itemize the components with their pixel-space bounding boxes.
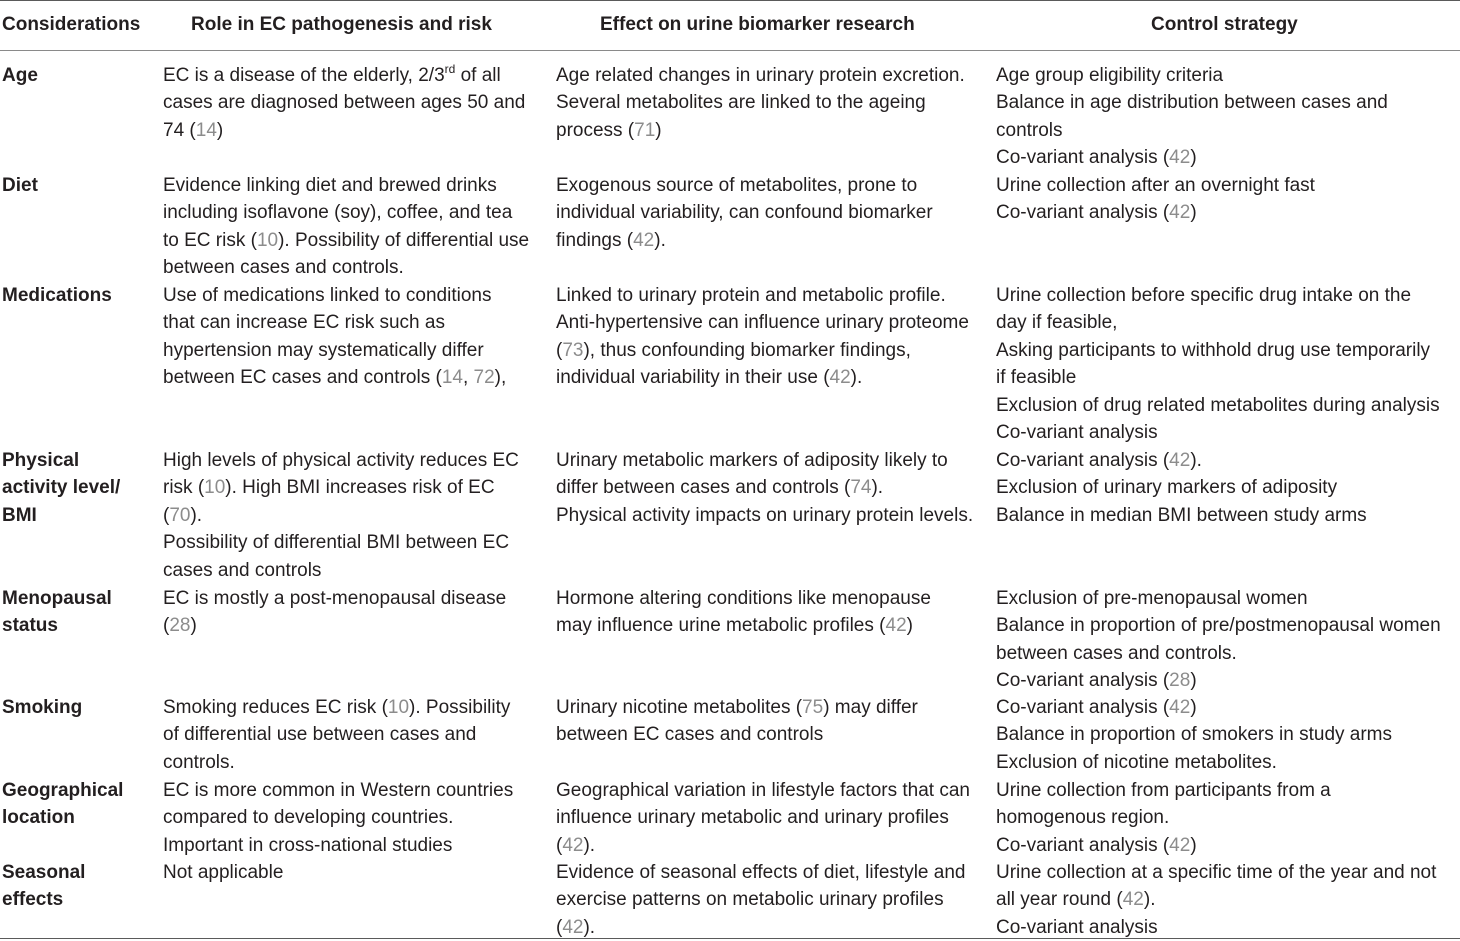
- cell-line: [556, 914, 965, 941]
- role-cell: [163, 447, 519, 584]
- reference-link[interactable]: 72: [473, 367, 495, 389]
- reference-link[interactable]: 28: [1169, 670, 1191, 692]
- text-run: Important in cross-national studies: [163, 834, 453, 856]
- text-run: between cases and controls.: [996, 642, 1237, 664]
- control-cell: [996, 859, 1436, 941]
- reference-link[interactable]: 74: [850, 477, 872, 499]
- consideration-label: [2, 585, 112, 640]
- text-run: ): [906, 615, 913, 637]
- text-run: ). Possibility of differential use: [278, 229, 530, 251]
- cell-line: [556, 777, 970, 804]
- text-run: ).: [850, 367, 863, 389]
- cell-line: [163, 749, 510, 776]
- cell-line: [556, 694, 918, 721]
- text-run: individual variability, can confound biomarker: [556, 202, 933, 224]
- reference-link[interactable]: 42: [1169, 834, 1191, 856]
- cell-line: [556, 474, 973, 501]
- text-run: if feasible: [996, 367, 1077, 389]
- text-run: Urinary nicotine metabolites (: [556, 697, 803, 718]
- control-cell: [996, 585, 1441, 695]
- control-cell: [996, 694, 1392, 776]
- role-cell: [163, 777, 513, 859]
- text-run: ).: [190, 504, 203, 526]
- cell-line: [556, 612, 931, 639]
- text-run: Urine collection from participants from a: [996, 780, 1331, 801]
- cell-line: [163, 172, 529, 199]
- cell-line: [556, 172, 933, 199]
- text-run: Exclusion of pre-menopausal women: [996, 588, 1308, 609]
- cell-line: [996, 886, 1436, 913]
- text-run: Exogenous source of metabolites, prone to: [556, 175, 918, 196]
- text-run: Balance in median BMI between study arms: [996, 504, 1367, 526]
- cell-line: [556, 832, 970, 859]
- role-cell: [163, 859, 283, 886]
- cell-line: Smoking: [2, 697, 83, 718]
- cell-line: Age: [2, 65, 38, 86]
- cell-line: [556, 282, 969, 309]
- text-run: ): [1190, 834, 1197, 856]
- cell-line: [556, 199, 933, 226]
- cell-line: [556, 804, 970, 831]
- text-run: Hormone altering conditions like menopause: [556, 588, 931, 609]
- text-run: Urine collection at a specific time of the year and not: [996, 862, 1437, 883]
- table-top-rule: [0, 0, 1460, 1]
- cell-line: [996, 282, 1440, 309]
- reference-link[interactable]: 14: [441, 367, 463, 389]
- cell-line: [163, 694, 510, 721]
- text-run: ). Possibility: [409, 697, 511, 718]
- text-run: ).: [871, 477, 884, 499]
- cell-line: [163, 585, 506, 612]
- text-run: High levels of physical activity reduces EC: [163, 450, 519, 471]
- role-cell: [163, 694, 510, 776]
- cell-line: [163, 474, 519, 501]
- consideration-label: [2, 777, 123, 832]
- control-cell: [996, 62, 1388, 172]
- cell-line: [556, 364, 969, 391]
- cell-line: [163, 529, 519, 556]
- cell-line: [556, 62, 965, 89]
- cell-line: [556, 337, 969, 364]
- cell-line: [996, 612, 1441, 639]
- text-run: ): [655, 119, 662, 141]
- cell-line: [996, 117, 1388, 144]
- control-cell: [996, 282, 1440, 446]
- cell-line: [996, 309, 1440, 336]
- text-run: may influence urine metabolic profiles (: [556, 615, 886, 637]
- reference-link[interactable]: 70: [169, 504, 191, 526]
- text-run: Co-variant analysis (: [996, 834, 1170, 856]
- text-run: Urinary metabolic markers of adiposity likely to: [556, 450, 948, 471]
- text-run: Evidence of seasonal effects of diet, lifestyle and: [556, 862, 966, 883]
- reference-link[interactable]: 42: [829, 367, 851, 389]
- effect-cell: [556, 447, 973, 529]
- text-run: Co-variant analysis (: [996, 670, 1170, 692]
- reference-link[interactable]: 75: [802, 697, 824, 718]
- text-run: (: [163, 504, 170, 526]
- effect-cell: [556, 694, 918, 749]
- cell-line: [163, 309, 506, 336]
- reference-link[interactable]: 28: [169, 615, 191, 637]
- reference-link[interactable]: 42: [633, 229, 655, 251]
- cell-line: [996, 447, 1367, 474]
- text-run: ): [1190, 670, 1197, 692]
- cell-line: [996, 914, 1436, 941]
- text-run: Anti-hypertensive can influence urinary proteome: [556, 312, 969, 334]
- cell-line: [163, 557, 519, 584]
- cell-line: [996, 337, 1440, 364]
- text-run: EC is a disease of the elderly, 2/3: [163, 65, 445, 86]
- cell-line: Medications: [2, 285, 112, 306]
- header-considerations: Considerations: [2, 14, 141, 35]
- text-run: process (: [556, 119, 635, 141]
- text-run: Co-variant analysis (: [996, 202, 1170, 224]
- text-run: to EC risk (: [163, 229, 257, 251]
- text-run: of all: [455, 65, 501, 86]
- consideration-label: [2, 859, 85, 914]
- cell-line: [556, 502, 973, 529]
- text-run: Exclusion of urinary markers of adiposity: [996, 477, 1338, 499]
- cell-line: [556, 117, 965, 144]
- text-run: ).: [654, 229, 666, 251]
- cell-line: Diet: [2, 175, 38, 196]
- cell-line: Seasonal: [2, 862, 86, 883]
- text-run: Urine collection after an overnight fast: [996, 175, 1315, 196]
- effect-cell: [556, 282, 969, 392]
- text-run: differ between cases and controls (: [556, 477, 851, 499]
- cell-line: status: [2, 615, 58, 637]
- reference-link[interactable]: 10: [387, 697, 410, 718]
- text-run: findings (: [556, 229, 634, 251]
- text-run: (: [556, 834, 563, 856]
- cell-line: [556, 886, 965, 913]
- cell-line: [996, 585, 1441, 612]
- reference-link[interactable]: 14: [195, 119, 217, 141]
- text-run: cases and controls: [163, 559, 322, 581]
- cell-line: [163, 502, 519, 529]
- consideration-label: [2, 447, 120, 529]
- text-run: EC is more common in Western countries: [163, 780, 514, 801]
- cell-line: [996, 859, 1436, 886]
- text-run: compared to developing countries.: [163, 807, 454, 829]
- text-run: Age related changes in urinary protein excretion.: [556, 65, 965, 86]
- text-run: Evidence linking diet and brewed drinks: [163, 175, 497, 196]
- text-run: Balance in proportion of smokers in study arms: [996, 724, 1393, 746]
- cell-line: [163, 612, 506, 639]
- cell-line: BMI: [2, 504, 37, 526]
- reference-link[interactable]: 42: [1169, 697, 1191, 718]
- text-run: Possibility of differential BMI between EC: [163, 532, 510, 554]
- text-run: hypertension may systematically differ: [163, 339, 484, 361]
- text-run: Exclusion of drug related metabolites during analysis: [996, 394, 1440, 416]
- text-run: ), thus confounding biomarker findings,: [583, 339, 911, 361]
- cell-line: [163, 777, 513, 804]
- text-run: controls.: [163, 751, 235, 773]
- cell-line: [996, 502, 1367, 529]
- cell-line: [163, 804, 513, 831]
- cell-line: [996, 172, 1315, 199]
- reference-link[interactable]: 42: [562, 834, 584, 856]
- cell-line: [996, 144, 1388, 171]
- text-run: day if feasible,: [996, 312, 1118, 334]
- text-run: Use of medications linked to conditions: [163, 285, 492, 306]
- text-run: exercise patterns on metabolic urinary profiles: [556, 889, 944, 911]
- cell-line: effects: [2, 889, 64, 911]
- text-run: Asking participants to withhold drug use temporarily: [996, 339, 1431, 361]
- text-run: ).: [1143, 889, 1156, 911]
- reference-link[interactable]: 10: [256, 229, 279, 251]
- text-run: (: [556, 339, 563, 361]
- text-run: controls: [996, 119, 1063, 141]
- text-run: ): [216, 119, 224, 141]
- cell-line: [996, 804, 1331, 831]
- role-cell: [163, 172, 529, 282]
- text-run: ),: [494, 367, 507, 389]
- superscript: rd: [444, 62, 456, 76]
- text-run: that can increase EC risk such as: [163, 312, 445, 334]
- role-cell: [163, 585, 506, 640]
- text-run: Co-variant analysis: [996, 422, 1158, 444]
- reference-link[interactable]: 42: [885, 615, 907, 637]
- header-role: Role in EC pathogenesis and risk: [191, 14, 492, 35]
- cell-line: [556, 447, 973, 474]
- text-run: Co-variant analysis (: [996, 147, 1170, 169]
- text-run: ).: [583, 916, 596, 938]
- cell-line: [996, 667, 1441, 694]
- text-run: influence urinary metabolic and urinary profiles: [556, 807, 949, 829]
- cell-line: [996, 364, 1440, 391]
- cell-line: [996, 62, 1388, 89]
- cell-line: [556, 89, 965, 116]
- cell-line: [996, 89, 1388, 116]
- text-run: Age group eligibility criteria: [996, 65, 1224, 86]
- cell-line: [996, 777, 1331, 804]
- text-run: ).: [583, 834, 596, 856]
- cell-line: [996, 392, 1440, 419]
- cell-line: [163, 282, 506, 309]
- text-run: individual variability in their use (: [556, 367, 830, 389]
- effect-cell: [556, 859, 965, 941]
- consideration-label: [2, 282, 112, 309]
- effect-cell: [556, 62, 965, 144]
- cell-line: [163, 254, 529, 281]
- cell-line: [163, 337, 506, 364]
- effect-cell: [556, 172, 933, 254]
- text-run: Not applicable: [163, 862, 284, 883]
- text-run: ,: [462, 367, 474, 389]
- cell-line: [556, 309, 969, 336]
- text-run: all year round (: [996, 889, 1123, 911]
- cell-line: [556, 227, 933, 254]
- cell-line: activity level/: [2, 477, 121, 499]
- text-run: ): [1190, 147, 1197, 169]
- text-run: ). High BMI increases risk of EC: [225, 477, 495, 499]
- role-cell: [163, 62, 525, 144]
- cell-line: Geographical: [2, 780, 124, 801]
- reference-link[interactable]: 42: [562, 916, 584, 938]
- cell-line: [996, 694, 1392, 721]
- text-run: Smoking reduces EC risk (: [163, 697, 388, 718]
- effect-cell: [556, 777, 970, 859]
- reference-link[interactable]: 42: [1169, 147, 1191, 169]
- reference-link[interactable]: 42: [1169, 450, 1191, 471]
- text-run: cases are diagnosed between ages 50 and: [163, 92, 526, 114]
- cell-line: [163, 832, 513, 859]
- text-run: Linked to urinary protein and metabolic profile.: [556, 285, 946, 306]
- cell-line: [163, 117, 525, 144]
- text-run: Exclusion of nicotine metabolites.: [996, 751, 1277, 773]
- text-run: risk (: [163, 477, 205, 499]
- cell-line: [556, 585, 931, 612]
- cell-line: [996, 749, 1392, 776]
- cell-line: Menopausal: [2, 588, 112, 609]
- cell-line: [163, 364, 506, 391]
- reference-link[interactable]: 42: [1122, 889, 1144, 911]
- control-cell: [996, 172, 1315, 227]
- cell-line: [996, 474, 1367, 501]
- text-run: between EC cases and controls: [556, 724, 824, 746]
- text-run: ): [1190, 202, 1197, 224]
- text-run: of differential use between cases and: [163, 724, 477, 746]
- cell-line: [996, 721, 1392, 748]
- cell-line: Physical: [2, 450, 80, 471]
- cell-line: [163, 227, 529, 254]
- control-cell: [996, 447, 1367, 529]
- text-run: EC is mostly a post-menopausal disease: [163, 588, 507, 609]
- text-run: ).: [1190, 450, 1202, 471]
- text-run: Balance in proportion of pre/postmenopausal women: [996, 615, 1441, 637]
- reference-link[interactable]: 71: [634, 119, 656, 141]
- effect-cell: [556, 585, 931, 640]
- text-run: Several metabolites are linked to the ageing: [556, 92, 926, 114]
- reference-link[interactable]: 10: [204, 477, 226, 499]
- cell-line: [163, 199, 529, 226]
- text-run: between cases and controls.: [163, 257, 404, 279]
- control-cell: [996, 777, 1331, 859]
- text-run: Geographical variation in lifestyle factors that can: [556, 780, 970, 801]
- text-run: 74 (: [163, 119, 196, 141]
- consideration-label: [2, 694, 82, 721]
- text-run: including isoflavone (soy), coffee, and tea: [163, 202, 513, 224]
- cell-line: location: [2, 807, 75, 829]
- text-run: (: [556, 916, 563, 938]
- text-run: between EC cases and controls (: [163, 367, 442, 389]
- cell-line: [996, 199, 1315, 226]
- consideration-label: [2, 172, 38, 199]
- cell-line: [163, 721, 510, 748]
- cell-line: [996, 419, 1440, 446]
- role-cell: [163, 282, 506, 392]
- text-run: (: [163, 615, 170, 637]
- cell-line: [996, 640, 1441, 667]
- reference-link[interactable]: 42: [1169, 202, 1191, 224]
- text-run: ): [1190, 697, 1197, 718]
- header-control: Control strategy: [1151, 14, 1298, 35]
- text-run: Co-variant analysis (: [996, 697, 1170, 718]
- cell-line: [163, 859, 283, 886]
- cell-line: [163, 447, 519, 474]
- cell-line: [556, 721, 918, 748]
- reference-link[interactable]: 73: [562, 339, 584, 361]
- text-run: Balance in age distribution between cases and: [996, 92, 1388, 114]
- text-run: Urine collection before specific drug intake on the: [996, 285, 1412, 306]
- text-run: ): [190, 615, 197, 637]
- text-run: ) may differ: [823, 697, 918, 718]
- table-header-rule: [0, 50, 1460, 51]
- cell-line: [996, 832, 1331, 859]
- text-run: Physical activity impacts on urinary protein levels.: [556, 504, 974, 526]
- header-effect: Effect on urine biomarker research: [600, 14, 915, 35]
- consideration-label: [2, 62, 38, 89]
- cell-line: [556, 859, 965, 886]
- cell-line: [163, 89, 525, 116]
- text-run: homogenous region.: [996, 807, 1170, 829]
- text-run: Co-variant analysis: [996, 916, 1158, 938]
- cell-line: [163, 62, 525, 89]
- text-run: Co-variant analysis (: [996, 450, 1170, 471]
